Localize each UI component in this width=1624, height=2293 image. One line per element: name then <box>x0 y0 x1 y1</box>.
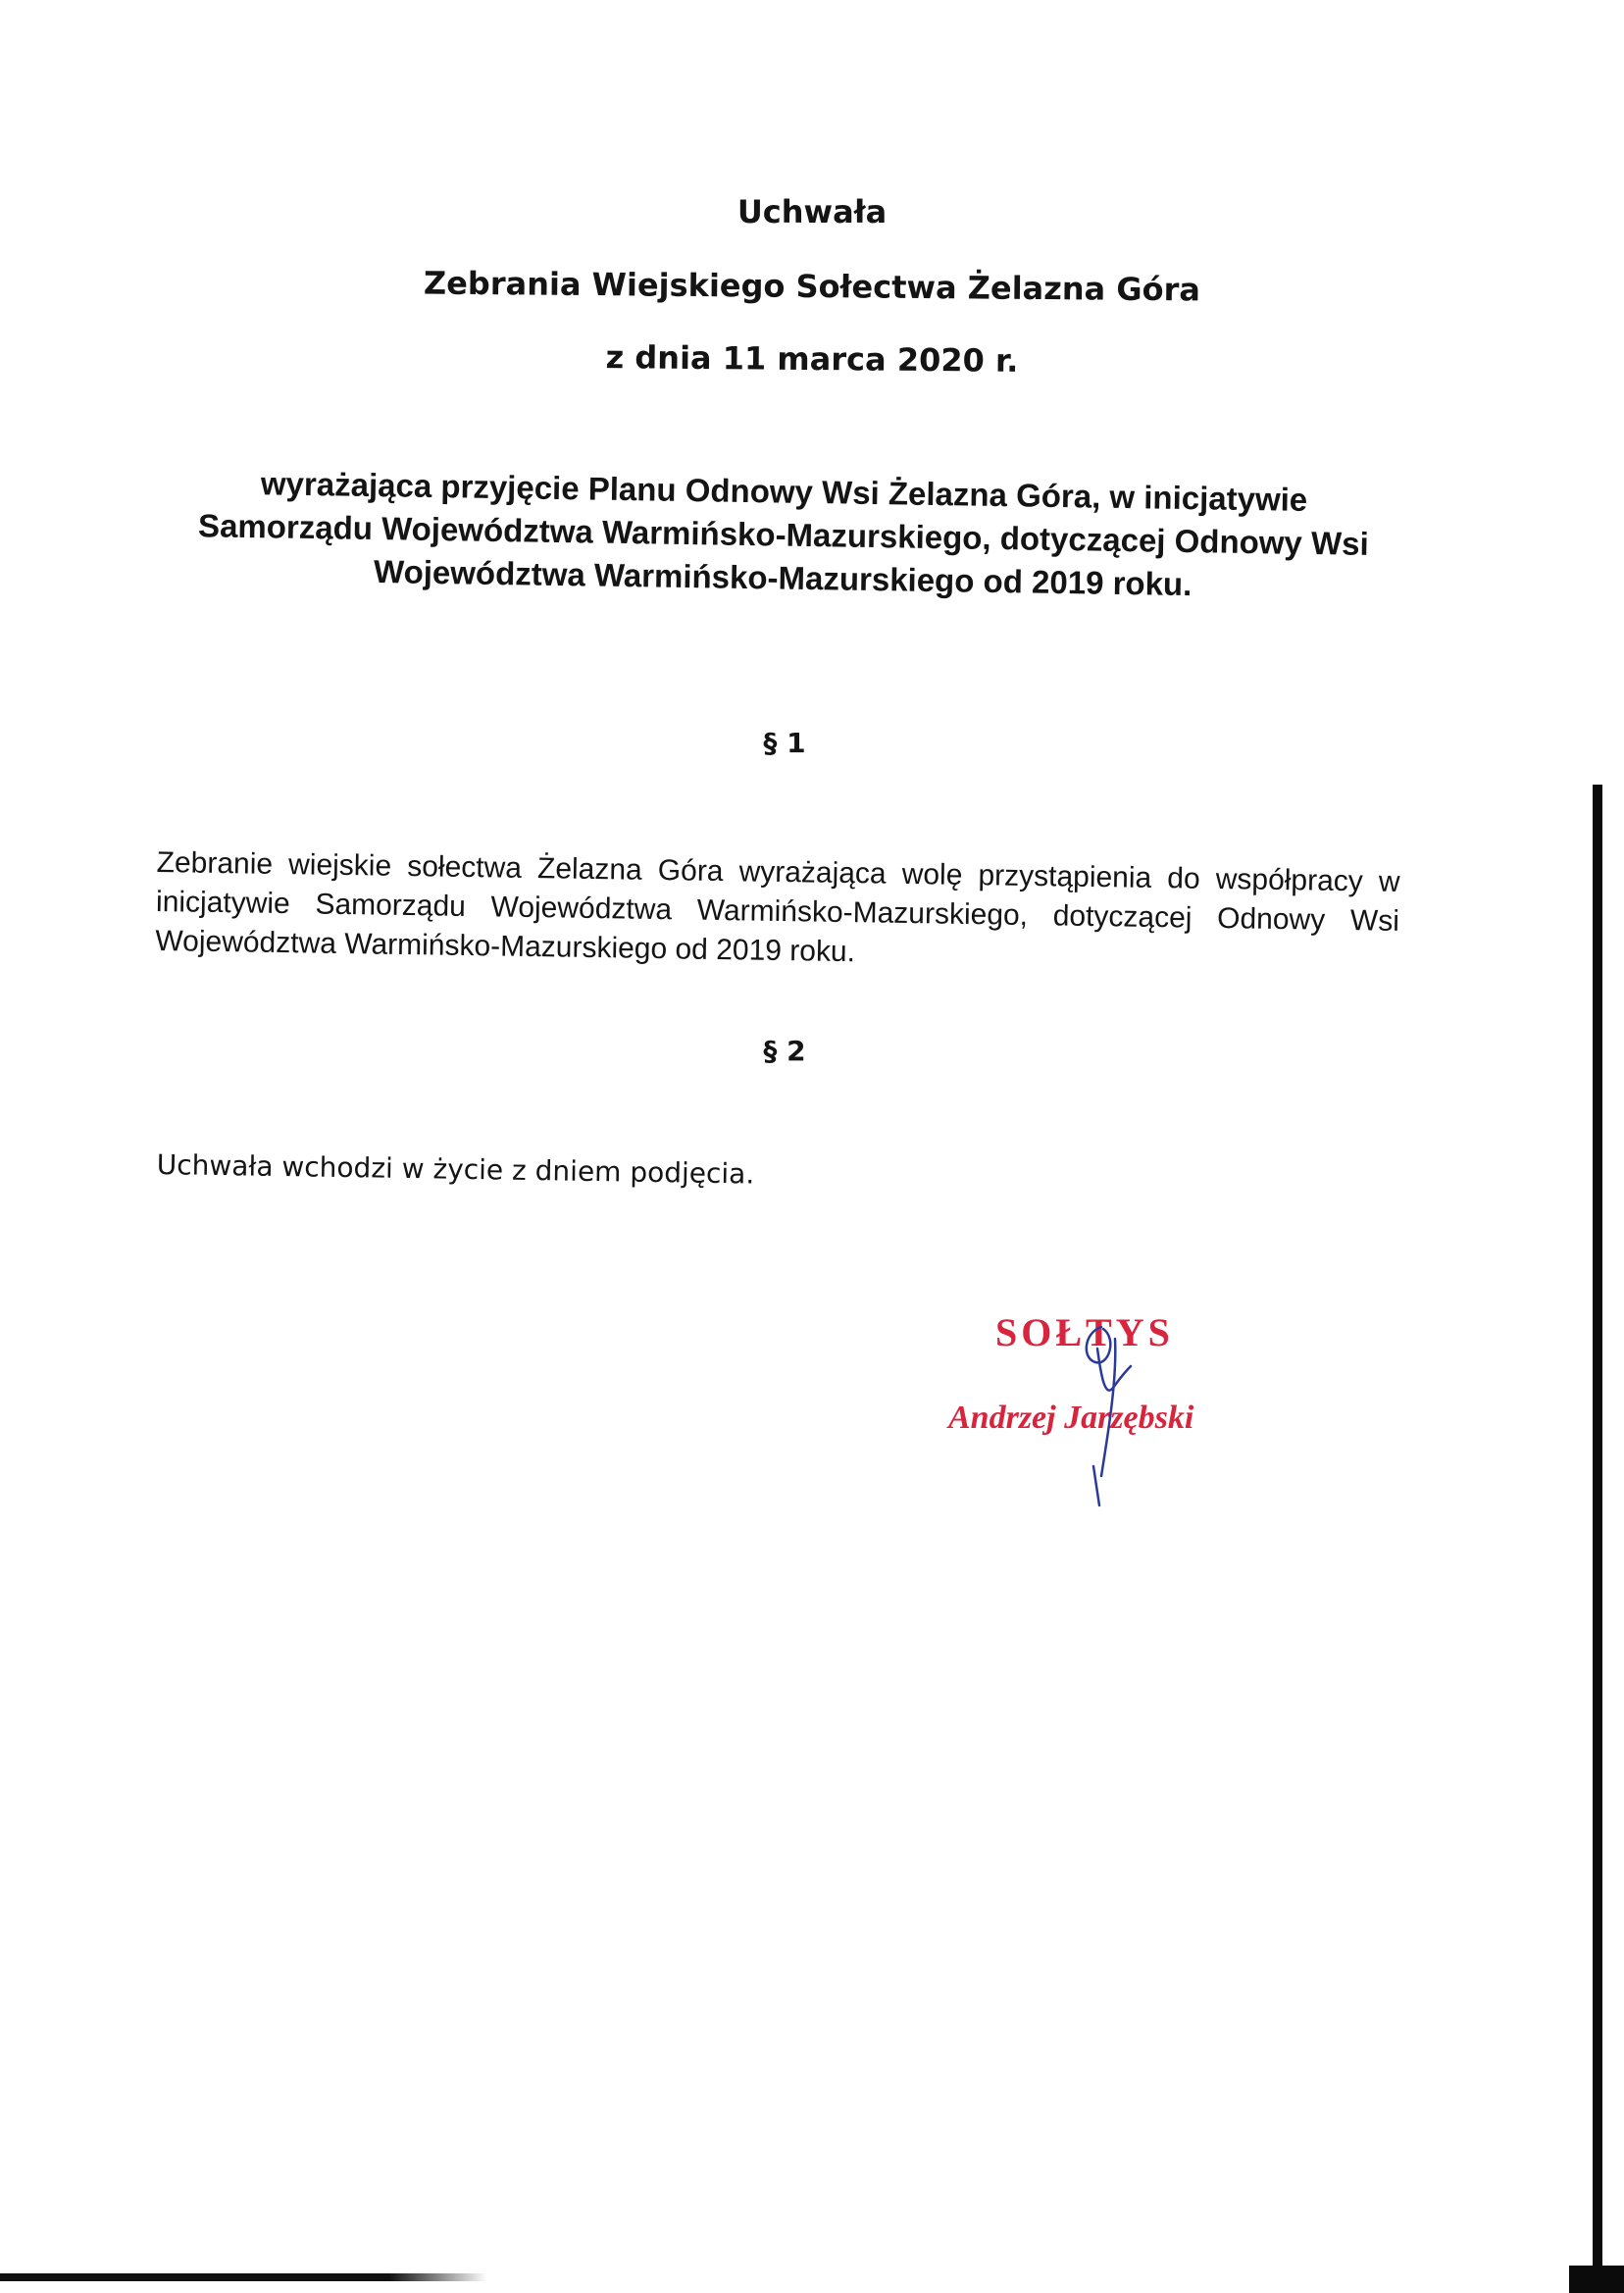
section-1-text: Zebranie wiejskie sołectwa Żelazna Góra wyrażająca wolę przystąpienia do współpracy w inicjatywie Samorządu Województwa Warmińsko-Mazurskiego, dotyczącej Odnowy Wsi Województwa Warmińsko-Mazurskiego od 2019 roku. <box>155 845 1400 969</box>
scan-edge-bottom <box>0 2273 1624 2281</box>
document-issuer: Zebrania Wiejskiego Sołectwa Żelazna Góra <box>423 264 1201 309</box>
scan-edge-corner <box>1569 2266 1624 2293</box>
official-stamp <box>937 1309 1260 1505</box>
section-2-mark: § 2 <box>763 1035 806 1067</box>
subject-line: Województwa Warmińsko-Mazurskiego od 2019 roku. <box>373 553 1193 603</box>
subject-line: wyrażająca przyjęcie Planu Odnowy Wsi Żelazna Góra, w inicjatywie <box>260 465 1308 518</box>
document-date: z dnia 11 marca 2020 r. <box>605 338 1019 380</box>
section-1-mark: § 1 <box>763 727 806 759</box>
document-title: Uchwała <box>736 193 888 230</box>
subject-line: Samorządu Województwa Warmińsko-Mazurskiego, dotyczącej Odnowy Wsi <box>197 507 1369 562</box>
section-2-text: Uchwała wchodzi w życie z dniem podjęcia. <box>156 1147 755 1191</box>
stamp-name: Andrzej Jarzębski <box>948 1400 1194 1436</box>
scan-edge-right <box>1593 785 1602 2293</box>
resolution-subject <box>184 461 1383 609</box>
stamp-title: SOŁTYS <box>995 1310 1174 1354</box>
handwritten-signature <box>1054 1319 1172 1515</box>
